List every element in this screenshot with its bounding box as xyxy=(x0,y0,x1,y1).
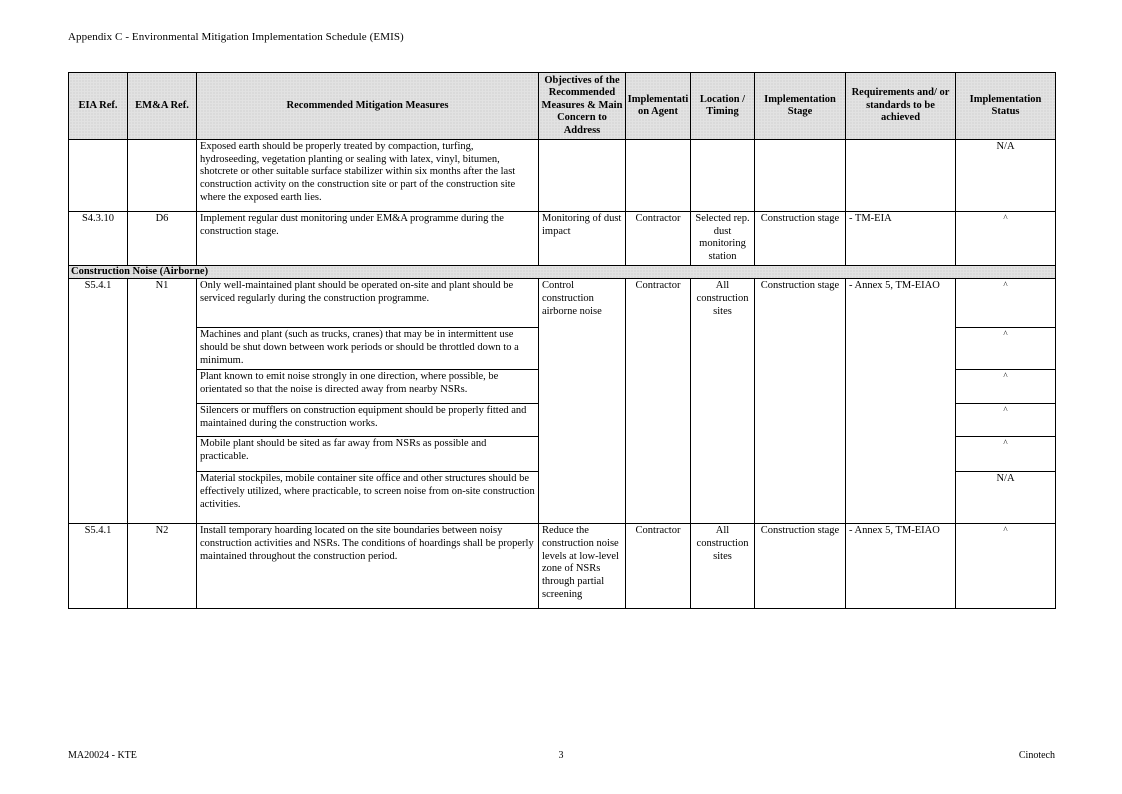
cell-status: N/A xyxy=(956,472,1056,524)
cell-measure: Install temporary hoarding located on the site boundaries between noisy construction activities and NSRs. The conditions of hoardings shall be properly maintained throughout the construction period. xyxy=(197,524,539,609)
table-row xyxy=(69,139,1056,211)
col-header-measures: Recommended Mitigation Measures xyxy=(197,73,539,140)
cell-agent: Contractor xyxy=(626,211,691,265)
cell-location: All construction sites xyxy=(691,524,755,609)
col-header-stage: Implementation Stage xyxy=(755,73,846,140)
cell-status xyxy=(956,211,1056,265)
section-title: Construction Noise (Airborne) xyxy=(69,266,1056,279)
status-caret: ^ xyxy=(1003,212,1008,223)
cell-ema-ref: N2 xyxy=(128,524,197,609)
table-header-row xyxy=(69,73,1056,140)
cell-location: All construction sites xyxy=(691,279,755,524)
cell-measure: Silencers or mufflers on construction equipment should be properly fitted and maintained during the construction works. xyxy=(197,404,539,437)
cell-stage: Construction stage xyxy=(755,211,846,265)
cell-status xyxy=(956,279,1056,328)
col-header-ema-ref: EM&A Ref. xyxy=(128,73,197,140)
cell-requirements: - Annex 5, TM-EIAO xyxy=(846,524,956,609)
cell-stage: Construction stage xyxy=(755,279,846,524)
page-title: Appendix C - Environmental Mitigation Implementation Schedule (EMIS) xyxy=(68,31,404,43)
status-caret: ^ xyxy=(1003,525,1008,536)
cell-objective: Control construction airborne noise xyxy=(539,279,626,524)
cell-measure: Mobile plant should be sited as far away from NSRs as possible and practicable. xyxy=(197,437,539,472)
cell-status: N/A xyxy=(956,139,1056,211)
cell-agent: Contractor xyxy=(626,279,691,524)
cell-measure: Only well-maintained plant should be operated on-site and plant should be serviced regularly during the construction programme. xyxy=(197,279,539,328)
cell-measure: Plant known to emit noise strongly in one direction, where possible, be orientated so that the noise is directed away from nearby NSRs. xyxy=(197,370,539,404)
cell-status xyxy=(956,328,1056,370)
cell-eia-ref xyxy=(69,139,128,211)
col-header-status: Implementation Status xyxy=(956,73,1056,140)
footer-company-name: Cinotech xyxy=(1018,750,1055,761)
cell-measure: Exposed earth should be properly treated by compaction, turfing, hydroseeding, vegetation planting or sealing with latex, vinyl, bitumen, shotcrete or other suitable surface stabilizer within six months after the last construction activity on the construction site or part of the construction site where the exposed earth lies. xyxy=(197,139,539,211)
table-row xyxy=(69,524,1056,609)
cell-agent: Contractor xyxy=(626,524,691,609)
emis-table xyxy=(68,72,1056,609)
col-header-objectives: Objectives of the Recommended Measures & Main Concern to Address xyxy=(539,73,626,140)
cell-status xyxy=(956,437,1056,472)
footer-page-number: 3 xyxy=(558,750,564,761)
cell-ema-ref: D6 xyxy=(128,211,197,265)
cell-stage xyxy=(755,139,846,211)
cell-requirements: - Annex 5, TM-EIAO xyxy=(846,279,956,524)
footer-project-ref: MA20024 - KTE xyxy=(68,750,137,761)
cell-location xyxy=(691,139,755,211)
cell-status xyxy=(956,370,1056,404)
cell-agent xyxy=(626,139,691,211)
table-row xyxy=(69,211,1056,265)
emis-table-container xyxy=(68,72,1056,609)
cell-objective xyxy=(539,139,626,211)
cell-objective: Reduce the construction noise levels at low-level zone of NSRs through partial screening xyxy=(539,524,626,609)
cell-status xyxy=(956,524,1056,609)
cell-requirements: - TM-EIA xyxy=(846,211,956,265)
cell-objective: Monitoring of dust impact xyxy=(539,211,626,265)
cell-ema-ref: N1 xyxy=(128,279,197,524)
status-caret: ^ xyxy=(1003,438,1008,449)
col-header-agent: Implementation Agent xyxy=(626,73,691,140)
cell-eia-ref: S5.4.1 xyxy=(69,524,128,609)
table-row xyxy=(69,279,1056,328)
col-header-requirements: Requirements and/ or standards to be achieved xyxy=(846,73,956,140)
cell-requirements xyxy=(846,139,956,211)
cell-stage: Construction stage xyxy=(755,524,846,609)
col-header-location: Location / Timing xyxy=(691,73,755,140)
section-header-row xyxy=(69,266,1056,279)
status-caret: ^ xyxy=(1003,371,1008,382)
col-header-eia-ref: EIA Ref. xyxy=(69,73,128,140)
cell-measure: Material stockpiles, mobile container site office and other structures should be effectively utilized, where practicable, to screen noise from on-site construction activities. xyxy=(197,472,539,524)
status-caret: ^ xyxy=(1003,280,1008,291)
status-caret: ^ xyxy=(1003,405,1008,416)
cell-status xyxy=(956,404,1056,437)
status-caret: ^ xyxy=(1003,329,1008,340)
cell-eia-ref: S5.4.1 xyxy=(69,279,128,524)
cell-measure: Implement regular dust monitoring under EM&A programme during the construction stage. xyxy=(197,211,539,265)
cell-location: Selected rep. dust monitoring station xyxy=(691,211,755,265)
cell-measure: Machines and plant (such as trucks, cranes) that may be in intermittent use should be shut down between work periods or should be throttled down to a minimum. xyxy=(197,328,539,370)
cell-ema-ref xyxy=(128,139,197,211)
cell-eia-ref: S4.3.10 xyxy=(69,211,128,265)
